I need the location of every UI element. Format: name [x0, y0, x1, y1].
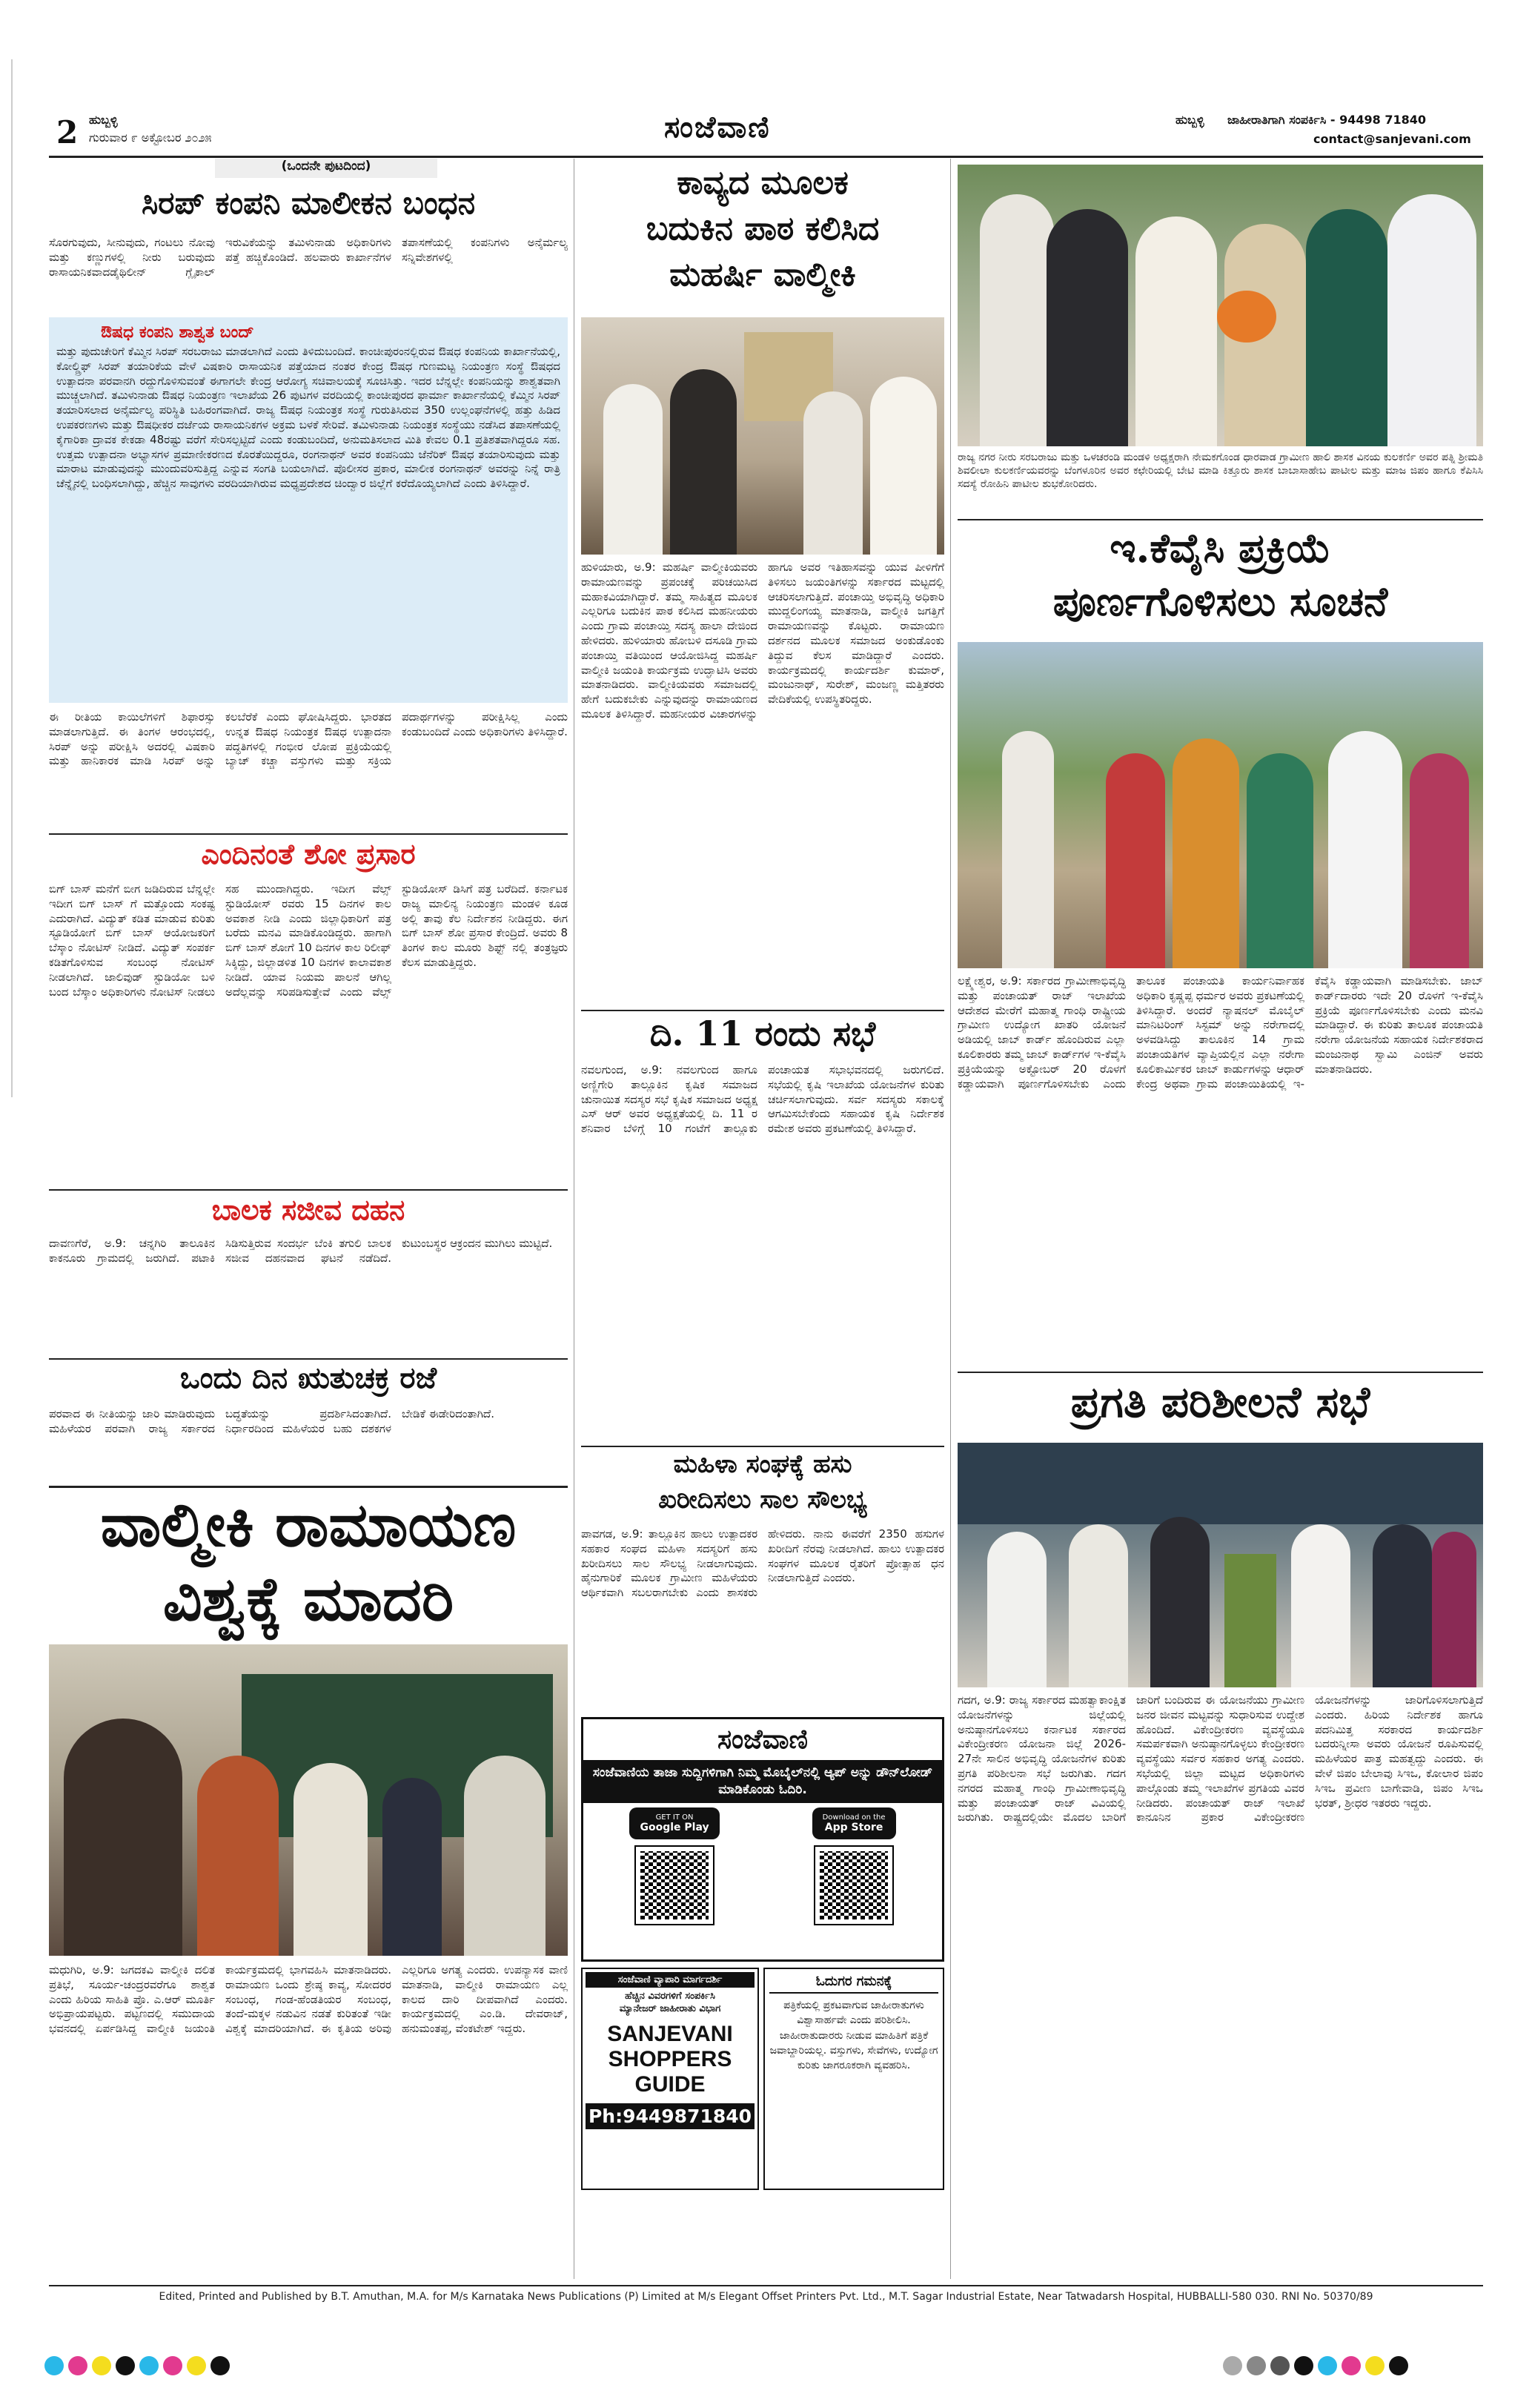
person-figure [1291, 1524, 1350, 1687]
kavya-headline-3: ಮಹರ್ಷಿ ವಾಲ್ಮೀಕಿ [669, 256, 856, 294]
kavya-photo [581, 317, 944, 555]
person-figure [464, 1756, 546, 1956]
guide-title-1: SANJEVANI [607, 2022, 733, 2046]
header-rule [49, 156, 1483, 158]
divider [49, 833, 568, 835]
guide-line1: ಸಂಜೆವಾಣಿ ವ್ಯಾಪಾರಿ ಮಾರ್ಗದರ್ಶಿ [586, 1972, 755, 1988]
meeting-body: ನವಲಗುಂದ, ಅ.9: ನವಲಗುಂದ ಹಾಗೂ ಅಣ್ಣಿಗೇರಿ ತಾಲ್ಲೂಕಿನ ಕೃಷಿಕ ಸಮಾಜದ ಚುನಾಯಿತ ಸದಸ್ಯರ ಸಭೆ ಕೃಷಿಕ ಸಮಾಜದ ಅಧ್ಯಕ್ಷ ಎಸ್ ಆರ್ ಅವರ ಅಧ್ಯಕ್ಷತೆಯಲ್ಲಿ ದಿ. 11 ರ ಶನಿವಾರ ಬೆಳಿಗ್ಗೆ 10 ಗಂಟೆಗೆ ತಾಲ್ಲೂಕು ಪಂಚಾಯತ ಸಭಾಭವನದಲ್ಲಿ ಜರುಗಲಿದೆ. ಸಭೆಯಲ್ಲಿ ಕೃಷಿ ಇಲಾಖೆಯ ಯೋಜನೆಗಳ ಕುರಿತು ಚರ್ಚಿಸಲಾಗುವುದು. ಸರ್ವ ಸದಸ್ಯರು ಸಕಾಲಕ್ಕೆ ಆಗಮಿಸಬೇಕೆಂದು ಸಹಾಯಕ ಕೃಷಿ ನಿರ್ದೇಶಕ ರಮೇಶ ಅವರು ಪ್ರಕಟಣೆಯಲ್ಲಿ ತಿಳಿಸಿದ್ದಾರೆ. [581, 1063, 944, 1136]
person-figure [294, 1763, 368, 1956]
person-figure [1002, 731, 1054, 968]
ekyc-body: ಲಕ್ಷ್ಮೇಶ್ವರ, ಅ.9: ಸರ್ಕಾರದ ಗ್ರಾಮೀಣಾಭಿವೃದ್ಧಿ ಮತ್ತು ಪಂಚಾಯತ್ ರಾಜ್ ಇಲಾಖೆಯ ಆದೇಶದ ಮೇರೆಗೆ ಮಹಾತ್ಮ ಗಾಂಧಿ ರಾಷ್ಟ್ರೀಯ ಗ್ರಾಮೀಣ ಉದ್ಯೋಗ ಖಾತರಿ ಯೋಜನೆ ಅಡಿಯಲ್ಲಿ ಜಾಬ್ ಕಾರ್ಡ್ ಹೊಂದಿರುವ ಎಲ್ಲಾ ಕೂಲಿಕಾರರು ತಮ್ಮ ಜಾಬ್ ಕಾರ್ಡ್‌ಗಳ ಇ-ಕೆವೈಸಿ ಪ್ರಕ್ರಿಯೆಯನ್ನು ಅಕ್ಟೋಬರ್ 20 ರೊಳಗೆ ಕಡ್ಡಾಯವಾಗಿ ಪೂರ್ಣಗೊಳಿಸಬೇಕು ಎಂದು ತಾಲೂಕ ಪಂಚಾಯತಿ ಕಾರ್ಯನಿರ್ವಾಹಕ ಅಧಿಕಾರಿ ಕೃಷ್ಣಪ್ಪ ಧರ್ಮರ ಅವರು ಪ್ರಕಟಣೆಯಲ್ಲಿ ತಿಳಿಸಿದ್ದಾರೆ. ಅಂದರೆ ನ್ಯಾಷನಲ್ ಮೊಬೈಲ್ ಮಾನಿಟರಿಂಗ್ ಸಿಸ್ಟಮ್ ಅನ್ನು ನರೇಗಾದಲ್ಲಿ ಅಳವಡಿಸಿದ್ದು ತಾಲೂಕಿನ 14 ಗ್ರಾಮ ಪಂಚಾಯತಿಗಳ ವ್ಯಾಪ್ತಿಯಲ್ಲಿನ ಎಲ್ಲಾ ನರೇಗಾ ಕೂಲಿಕಾರ್ಮಿಕರ ಜಾಬ್ ಕಾರ್ಡುಗಳನ್ನು ಆಧಾರ್ ಕೇಂದ್ರ ಅಥವಾ ಗ್ರಾಮ ಪಂಚಾಯಿತಿಯಲ್ಲಿ ಇ-ಕೆವೈಸಿ ಕಡ್ಡಾಯವಾಗಿ ಮಾಡಿಸಬೇಕು. ಜಾಬ್ ಕಾರ್ಡ್‌ದಾರರು ಇದೇ 20 ರೊಳಗೆ ಇ-ಕೆವೈಸಿ ಪ್ರಕ್ರಿಯೆ ಪೂರ್ಣಗೊಳಿಸಬೇಕು ಎಂದು ಮನವಿ ಮಾಡಿದ್ದಾರೆ. ಈ ಕುರಿತು ತಾಲೂಕ ಪಂಚಾಯತಿ ನರೇಗಾ ಯೋಜನೆಯ ಸಹಾಯಕ ನಿರ್ದೇಶಕರಾದ ಮಂಜುನಾಥ ಸ್ವಾಮಿ ಎಂಜಿನ್ ಅವರು ಮಾತನಾಡಿದರು. [958, 974, 1483, 1091]
person-figure [1328, 731, 1402, 968]
app-ad [581, 1717, 944, 1962]
holiday-body: ಪರವಾದ ಈ ನೀತಿಯನ್ನು ಜಾರಿ ಮಾಡಿರುವುದು ಮಹಿಳೆಯರ ಪರವಾಗಿ ರಾಜ್ಯ ಸರ್ಕಾರದ ಬದ್ಧತೆಯನ್ನು ಪ್ರದರ್ಶಿಸಿದಂತಾಗಿದೆ. ನಿರ್ಧಾರದಿಂದ ಮಹಿಳೆಯರ ಬಹು ದಶಕಗಳ ಬೇಡಿಕೆ ಈಡೇರಿದಂತಾಗಿದೆ. [49, 1407, 494, 1435]
person-figure [1135, 216, 1217, 446]
person-figure [197, 1756, 279, 1956]
ekyc-headline-1: ಇ.ಕೆವೈಸಿ ಪ್ರಕ್ರಿಯೆ [1110, 524, 1331, 572]
header-date: ಗುರುವಾರ ೯ ಅಕ್ಟೋಬರ ೨೦೨೫ [89, 130, 212, 145]
ramayana-headline-1: ವಾಲ್ಮೀಕಿ ರಾಮಾಯಣ [100, 1489, 517, 1561]
masthead-logo: ಸಂಜೆವಾಣಿ [664, 110, 771, 145]
divider [49, 1189, 568, 1191]
kavya-headline-1: ಕಾವ್ಯದ ಮೂಲಕ [677, 164, 849, 202]
reader-notice-ad [763, 1968, 944, 2190]
reader-notice-title: ಓದುಗರ ಗಮನಕ್ಕೆ [769, 1974, 938, 1994]
ramayana-photo [49, 1644, 568, 1956]
header-email: contact@sanjevani.com [1313, 132, 1471, 146]
syrup-headline: ಸಿರಪ್ ಕಂಪನಿ ಮಾಲೀಕನ ಬಂಧನ [141, 185, 476, 221]
person-figure [987, 1532, 1047, 1687]
ramayana-headline-2: ವಿಶ್ವಕ್ಕೆ ಮಾದರಿ [162, 1564, 454, 1635]
person-figure [1410, 753, 1469, 968]
app-store-qr [815, 1847, 892, 1924]
divider [958, 519, 1483, 520]
header-ad-contact: ಜಾಹೀರಾತಿಗಾಗಿ ಸಂಪರ್ಕಿಸಿ - 94498 71840 [1227, 113, 1427, 127]
kavya-body: ಹುಳಿಯಾರು, ಅ.9: ಮಹರ್ಷಿ ವಾಲ್ಮೀಕಿಯವರು ರಾಮಾಯಣವನ್ನು ಪ್ರಪಂಚಕ್ಕೆ ಪರಿಚಯಿಸಿದ ಮಹಾಕವಿಯಾಗಿದ್ದಾರೆ. ತಮ್ಮ ಸಾಹಿತ್ಯದ ಮೂಲಕ ಎಲ್ಲರಿಗೂ ಬದುಕಿನ ಪಾಠ ಕಲಿಸಿದ ಮಹನೀಯರು ಎಂದು ಗ್ರಾಮ ಪಂಚಾಯ್ತಿ ಸದಸ್ಯ ಹಾಲಾ ದೇಜಿಂದ ಹೇಳಿದರು. ಹುಳಿಯಾರು ಹೋಬಳಿ ದಸೂಡಿ ಗ್ರಾಮ ಪಂಚಾಯ್ತಿ ವತಿಯಿಂದ ಆಯೋಜಿಸಿದ್ದ ಮಹರ್ಷಿ ವಾಲ್ಮೀಕಿ ಜಯಂತಿ ಕಾರ್ಯಕ್ರಮ ಉದ್ಘಾಟಿಸಿ ಅವರು ಮಾತನಾಡಿದರು. ವಾಲ್ಮೀಕಿಯವರು ಸಮಾಜದಲ್ಲಿ ಹೇಗೆ ಬದುಕಬೇಕು ಎನ್ನುವುದನ್ನು ರಾಮಾಯಣದ ಮೂಲಕ ತಿಳಿಸಿದ್ದಾರೆ. ಮಹನೀಯರ ವಿಚಾರಗಳನ್ನು ಹಾಗೂ ಅವರ ಇತಿಹಾಸವನ್ನು ಯುವ ಪೀಳಿಗೆಗೆ ತಿಳಿಸಲು ಜಯಂತಿಗಳನ್ನು ಸರ್ಕಾರದ ಮಟ್ಟದಲ್ಲಿ ಆಚರಿಸಲಾಗುತ್ತಿದೆ. ಪಂಚಾಯ್ತಿ ಅಭಿವೃದ್ಧಿ ಅಧಿಕಾರಿ ಮುದ್ದಲಿಂಗಯ್ಯ ಮಾತನಾಡಿ, ವಾಲ್ಮೀಕಿ ಜಗತ್ತಿಗೆ ರಾಮಾಯಣವನ್ನು ಕೊಟ್ಟರು. ರಾಮಾಯಣ ದರ್ಶನದ ಮೂಲಕ ಸಮಾಜದ ಅಂಕುಡೊಂಕು ತಿದ್ದುವ ಕೆಲಸ ಮಾಡಿದ್ದಾರೆ ಎಂದರು. ಕಾರ್ಯಕ್ರಮದಲ್ಲಿ ಕಾರ್ಯದರ್ಶಿ ಕುಮಾರ್, ಮಂಜುನಾಥ್, ಸುರೇಶ್, ಮಂಜಣ್ಣ ಮತ್ತಿತರರು ವೇದಿಕೆಯಲ್ಲಿ ಉಪಸ್ಥಿತರಿದ್ದರು. [581, 560, 944, 721]
felicitation-caption: ರಾಜ್ಯ ನಗರ ನೀರು ಸರಬರಾಜು ಮತ್ತು ಒಳಚರಂಡಿ ಮಂಡಳಿ ಅಧ್ಯಕ್ಷರಾಗಿ ನೇಮಕಗೊಂಡ ಧಾರವಾಡ ಗ್ರಾಮೀಣ ಹಾಲಿ ಶಾಸಕ ವಿನಯ ಕುಲಕರ್ಣಿ ಅವರ ಪತ್ನಿ ಶ್ರೀಮತಿ ಶಿವಲೀಲಾ ಕುಲಕರ್ಣಿಯವರನ್ನು ಬೆಂಗಳೂರಿನ ಅವರ ಕಛೇರಿಯಲ್ಲಿ ಬೇಟಿ ಮಾಡಿ ಕಿತ್ತೂರು ಶಾಸಕ ಬಾಬಾಸಾಹೇಬ ಪಾಟೀಲ ಮತ್ತು ಮಾಜ ಜಿಪಂ ಹಾಗೂ ಕೆಪಿಸಿಸಿ ಸದಸ್ಯೆ ರೋಹಿನಿ ಪಾಟೀಲ ಶುಭಕೋರಿದರು. [958, 452, 1483, 491]
page-header [49, 111, 1483, 156]
app-ad-text: ಸಂಜೆವಾಣಿಯ ತಾಜಾ ಸುದ್ದಿಗಳಿಗಾಗಿ ನಿಮ್ಮ ಮೊಬೈಲ್‌ನಲ್ಲಿ ಆ್ಯಪ್ ಅನ್ನು ಡೌನ್‌ಲೋಡ್ ಮಾಡಿಕೊಂಡು ಓದಿರಿ. [583, 1760, 942, 1803]
guide-line3: ಮ್ಯಾನೇಜರ್ ಜಾಹೀರಾತು ವಿಭಾಗ [619, 2003, 721, 2014]
guide-line2: ಹೆಚ್ಚಿನ ವಿವರಗಳಿಗೆ ಸಂಪರ್ಕಿಸಿ [625, 1991, 715, 2002]
registration-mark-left [11, 59, 24, 1097]
syrup-box-body: ಮತ್ತು ಪುದುಚೇರಿಗೆ ಕೆಮ್ಮಿನ ಸಿರಪ್ ಸರಬರಾಜು ಮಾಡಲಾಗಿದೆ ಎಂದು ತಿಳಿದುಬಂದಿದೆ. ಕಾಂಚೀಪುರಂನಲ್ಲಿರುವ ಔಷಧ ಕಂಪನಿಯ ಕಾರ್ಖಾನೆಯಲ್ಲಿ, ಕೋಲ್ಡ್ರಿಫ್ ಸಿರಪ್ ತಯಾರಿಕೆಯ ವೇಳೆ ವಿಷಕಾರಿ ರಾಸಾಯನಿಕ ಪತ್ತೆಯಾದ ನಂತರ ಕೇಂದ್ರ ಔಷಧ ಗುಣಮಟ್ಟ ನಿಯಂತ್ರಣ ಸಂಸ್ಥೆ ಔಷಧದ ಉತ್ಪಾದನಾ ಪರವಾನಗಿ ರದ್ದುಗೊಳಿಸುವಂತೆ ಈಗಾಗಲೇ ಕೇಂದ್ರ ಆರೋಗ್ಯ ಸಚಿವಾಲಯಕ್ಕೆ ಸೂಚಿಸಿತ್ತು. ಇದರ ಬೆನ್ನಲ್ಲೇ ಕಂಪನಿಯನ್ನು ಶಾಶ್ವತವಾಗಿ ಮುಚ್ಚಲಾಗಿದೆ. ತಮಿಳುನಾಡು ಔಷಧ ನಿಯಂತ್ರಣ ಇಲಾಖೆಯ 26 ಪುಟಗಳ ವರದಿಯಲ್ಲಿ ಕಾಂಚೀಪುರದ ಫಾರ್ಮಾ ಕಾರ್ಖಾನೆಯಲ್ಲಿ ಕೆಮ್ಮಿನ ಸಿರಪ್ ತಯಾರಿಸಲಾದ ಅನೈರ್ಮಲ್ಯ ಪರಿಸ್ಥಿತಿ ಬಹಿರಂಗವಾಗಿದೆ. ರಾಜ್ಯ ಔಷಧ ನಿಯಂತ್ರಕ ಸಂಸ್ಥೆ ಗುರುತಿಸಿರುವ 350 ಉಲ್ಲಂಘನೆಗಳಲ್ಲಿ ಹತ್ತು ಹಿಡಿದ ಉಪಕರಣಗಳು ಮತ್ತು ಔಷಧೀಕರ ದರ್ಜೆಯ ರಾಸಾಯನಿಕಗಳ ಅಕ್ರಮ ಬಳಕೆ ಸೇರಿವೆ. ತಮಿಳುನಾಡು ನಿಯಂತ್ರಕ ಸಂಸ್ಥೆಯು ನಡೆಸಿದ ತಪಾಸಣೆಯಲ್ಲಿ ಕೈಗಾರಿಕಾ ದ್ರಾವಕ ಕೇಕಡಾ 48ರಷ್ಟು ವರೆಗೆ ಸೇರಿಸಲ್ಪಟ್ಟಿದೆ ಎಂದು ಕಂಡುಬಂದಿದೆ, ಅನುಮತಿಸಲಾದ ಮಿತಿ ಕೇವಲ 0.1 ಪ್ರತಿಶತವಾಗಿದ್ದರೂ ಸಹ. ಉತ್ತಮ ಉತ್ಪಾದನಾ ಅಭ್ಯಾಸಗಳ ಪ್ರಮಾಣೀಕರಣದ ಕೊರತೆಯಿದ್ದರೂ, ರಂಗನಾಥನ್ ಅವರ ಕಂಪನಿಯು ಜೆನೆರಿಕ್ ಔಷಧ ತಯಾರಿಸುವುದು ಮತ್ತು ಮಾರಾಟ ಮಾಡುವುದನ್ನು ಮುಂದುವರಿಸುತ್ತಿದ್ದ ಎನ್ನುವ ಸಂಗತಿ ಬಯಲಾಗಿದೆ. ಪೊಲೀಸರ ಪ್ರಕಾರ, ಮಾಲೀಕ ರಂಗನಾಥನ್ ಅವರನ್ನು ನಿನ್ನೆ ರಾತ್ರಿ ಚೆನ್ನೈನಲ್ಲಿ ಬಂಧಿಸಲಾಗಿದ್ದು, ಹೆಚ್ಚಿನ ಸಾವುಗಳು ವರದಿಯಾಗಿರುವ ಮಧ್ಯಪ್ರದೇಶದ ಚಿಂದ್ವಾರ ಜಿಲ್ಲೆಗೆ ಕರೆದೊಯ್ಯಲಾಗಿದೆ ಎಂದು ತಿಳಿಸಿದ್ದಾರೆ. [56, 345, 560, 491]
guide-title-3: GUIDE [634, 2072, 706, 2097]
person-figure [64, 1719, 182, 1956]
person-figure [1047, 209, 1128, 446]
person-figure [1150, 1517, 1210, 1687]
stage-backdrop [958, 1443, 1483, 1524]
divider [49, 1358, 568, 1360]
footer-imprint: Edited, Printed and Published by B.T. Amuthan, M.A. for M/s Karnataka News Publications (P) Limited at M/s Elegant Offset Printers Pvt. Ltd., M.T. Sagar Industrial Estate, Near Tatwadarsh Hospital, HUBBALLI-580 030. RNI No. 50370/89 [159, 2291, 1373, 2303]
guide-title-2: SHOPPERS [608, 2047, 732, 2071]
divider [49, 1486, 568, 1488]
top-margin [0, 0, 1532, 30]
loan-body: ಪಾವಗಡ, ಅ.9: ತಾಲ್ಲೂಕಿನ ಹಾಲು ಉತ್ಪಾದಕರ ಸಹಕಾರ ಸಂಘದ ಮಹಿಳಾ ಸದಸ್ಯರಿಗೆ ಹಸು ಖರೀದಿಸಲು ಸಾಲ ಸೌಲಭ್ಯ ನೀಡಲಾಗುವುದು. ಹೈನುಗಾರಿಕೆ ಮೂಲಕ ಗ್ರಾಮೀಣ ಮಹಿಳೆಯರು ಆರ್ಥಿಕವಾಗಿ ಸಬಲರಾಗಬೇಕು ಎಂದು ಶಾಸಕರು ಹೇಳಿದರು. ನಾನು ಈವರೆಗೆ 2350 ಹಸುಗಳ ಖರೀದಿಗೆ ನೆರವು ನೀಡಲಾಗಿದೆ. ಹಾಲು ಉತ್ಪಾದಕರ ಸಂಘಗಳ ಮೂಲಕ ರೈತರಿಗೆ ಪ್ರೋತ್ಸಾಹ ಧನ ನೀಡಲಾಗುತ್ತಿದೆ ಎಂದರು. [581, 1527, 944, 1600]
person-figure [803, 391, 863, 555]
kids-body: ದಾವಣಗೆರೆ, ಅ.9: ಚನ್ನಗಿರಿ ತಾಲೂಕಿನ ಕಾಕನೂರು ಗ್ರಾಮದಲ್ಲಿ ಜರುಗಿದೆ. ಪಟಾಕಿ ಸಿಡಿಸುತ್ತಿರುವ ಸಂದರ್ಭ ಬೆಂಕಿ ತಗುಲಿ ಬಾಲಕ ಸಜೀವ ದಹನವಾದ ಘಟನೆ ನಡೆದಿದೆ. ಕುಟುಂಬಸ್ಥರ ಆಕ್ರಂದನ ಮುಗಿಲು ಮುಟ್ಟಿದೆ. [49, 1237, 553, 1265]
plant-lamp [1224, 1554, 1276, 1687]
syrup-box [49, 317, 568, 703]
person-figure [1106, 753, 1165, 968]
person-figure [1247, 753, 1313, 968]
holiday-headline: ಒಂದು ದಿನ ಋತುಚಕ್ರ ರಜೆ [179, 1360, 437, 1395]
show-body: ಬಿಗ್ ಬಾಸ್ ಮನೆಗೆ ಬೀಗ ಜಡಿದಿರುವ ಬೆನ್ನಲ್ಲೇ ಇದೀಗ ಬಿಗ್ ಬಾಸ್ ಗೆ ಮತ್ತೊಂದು ಸಂಕಷ್ಟ ಎದುರಾಗಿದೆ. ವಿದ್ಯುತ್ ಕಡಿತ ಮಾಡುವ ಕುರಿತು ಸ್ಟೂಡಿಯೋಗೆ ಬಿಗ್ ಬಾಸ್ ಆಯೋಜಕರಿಗೆ ಬೆಸ್ಕಾಂ ನೋಟಿಸ್ ನೀಡಿದೆ. ವಿದ್ಯುತ್ ಸಂಪರ್ಕ ಕಡಿತಗೊಳಿಸುವ ಸಂಬಂಧ ನೋಟಿಸ್ ನೀಡಲಾಗಿದೆ. ಜಾಲಿವುಡ್ ಸ್ಟುಡಿಯೋ ಬಳಿ ಬಂದ ಬೆಸ್ಕಾಂ ಅಧಿಕಾರಿಗಳು ನೋಟಿಸ್ ನೀಡಲು ಸಹ ಮುಂದಾಗಿದ್ದರು. ಇದೀಗ ವೆಲ್ಸ್ ಸ್ಟುಡಿಯೋಸ್ ರವರು 15 ದಿನಗಳ ಕಾಲ ಅವಕಾಶ ನೀಡಿ ಎಂದು ಜಿಲ್ಲಾಧಿಕಾರಿಗೆ ಪತ್ರ ಬರೆದು ಮನವಿ ಮಾಡಿಕೊಂಡಿದ್ದರು. ಹಾಗಾಗಿ ಬಿಗ್ ಬಾಸ್ ಶೋಗೆ 10 ದಿನಗಳ ಕಾಲ ರಿಲೀಫ್ ಸಿಕ್ಕಿದ್ದು, ಜಿಲ್ಲಾಡಳಿತ 10 ದಿನಗಳ ಕಾಲಾವಕಾಶ ನೀಡಿದೆ. ಯಾವ ನಿಯಮ ಪಾಲನೆ ಆಗಿಲ್ಲ ಅದೆಲ್ಲವನ್ನು ಸರಿಪಡಿಸುತ್ತೇವೆ ಎಂದು ವೆಲ್ಸ್ ಸ್ಟುಡಿಯೋಸ್ ಡಿಸಿಗೆ ಪತ್ರ ಬರೆದಿದೆ. ಕರ್ನಾಟಕ ರಾಜ್ಯ ಮಾಲಿನ್ಯ ನಿಯಂತ್ರಣ ಮಂಡಳಿ ಕೂಡ ಅಲ್ಲಿ ತಾವು ಕೆಲ ನಿರ್ದೇಶನ ನೀಡಿದ್ದರು. ಈಗ ಬಿಗ್ ಬಾಸ್ ಶೋ ಪ್ರಸಾರ ಕೇಂದ್ರಿದೆ. ಅವರು 8 ತಿಂಗಳ ಕಾಲ ಮೂರು ಶಿಫ್ಟ್ ನಲ್ಲಿ ತಂತ್ರಜ್ಞರು ಕೆಲಸ ಮಾಡುತ್ತಿದ್ದರು. [49, 882, 568, 999]
app-store-button[interactable]: Download on the App Store [812, 1807, 896, 1839]
ekyc-headline-2: ಪೂರ್ಣಗೊಳಿಸಲು ಸೂಚನೆ [1052, 578, 1388, 625]
google-play-qr [636, 1847, 713, 1924]
person-figure [1306, 209, 1387, 446]
syrup-body: ಸೊರಗುವುದು, ಸೀನುವುದು, ಗಂಟಲು ನೋವು ಮತ್ತು ಕಣ್ಣುಗಳಲ್ಲಿ ನೀರು ಬರುವುದು ರಾಸಾಯನಿಕವಾದಡೈಥಿಲೀನ್ ಗ್ಲೈಕಾಲ್ ಇರುವಿಕೆಯನ್ನು ತಮಿಳುನಾಡು ಅಧಿಕಾರಿಗಳು ಪತ್ತೆ ಹಚ್ಚಿಕೊಂಡಿದೆ. ಹಲವಾರು ಕಾರ್ಖಾನೆಗಳ ತಪಾಸಣೆಯಲ್ಲಿ ಕಂಪನಿಗಳು ಅನೈರ್ಮಲ್ಯ ಸನ್ನಿವೇಶಗಳಲ್ಲಿ [49, 236, 568, 279]
review-headline: ಪ್ರಗತಿ ಪರಿಶೀಲನೆ ಸಭೆ [1070, 1377, 1370, 1427]
person-figure [1432, 1532, 1476, 1687]
kavya-headline-2: ಬದುಕಿನ ಪಾಠ ಕಲಿಸಿದ [646, 210, 880, 248]
footer-rule [49, 2285, 1483, 2286]
person-figure [1373, 1524, 1432, 1687]
reader-notice-body: ಪತ್ರಿಕೆಯಲ್ಲಿ ಪ್ರಕಟವಾಗುವ ಜಾಹೀರಾತುಗಳು ವಿಶ್ವಾಸಾರ್ಹವೇ ಎಂದು ಪರಿಶೀಲಿಸಿ. ಜಾಹೀರಾತುದಾರರು ನೀಡುವ ಮಾಹಿತಿಗೆ ಪತ್ರಿಕೆ ಜವಾಬ್ದಾರಿಯಲ್ಲ. ವಸ್ತುಗಳು, ಸೇವೆಗಳು, ಉದ್ಯೋಗ ಕುರಿತು ಜಾಗರೂಕರಾಗಿ ವ್ಯವಹರಿಸಿ. [769, 2000, 938, 2072]
flower-bouquet [1217, 291, 1276, 343]
color-registration-right [1223, 2356, 1490, 2378]
header-city-right: ಹುಬ್ಬಳ್ಳಿ [1175, 113, 1204, 127]
ekyc-photo [958, 642, 1483, 968]
guide-phone: Ph:9449871840 [586, 2103, 755, 2129]
divider [581, 1010, 944, 1011]
divider [958, 1372, 1483, 1373]
kids-headline: ಬಾಲಕ ಸಜೀವ ದಹನ [211, 1194, 405, 1226]
person-figure [670, 369, 737, 555]
meeting-headline: ದಿ. 11 ರಂದು ಸಭೆ [649, 1013, 876, 1054]
color-registration-left [44, 2356, 341, 2378]
syrup-after: ಈ ರೀತಿಯ ಕಾಯಿಲೆಗಳಿಗೆ ಶಿಫಾರಸ್ಸು ಮಾಡಲಾಗುತ್ತಿದೆ. ಈ ತಿಂಗಳ ಆರಂಭದಲ್ಲಿ, ಸಿರಪ್ ಅನ್ನು ಪರೀಕ್ಷಿಸಿ ಅದರಲ್ಲಿ ವಿಷಕಾರಿ ಮತ್ತು ಹಾನಿಕಾರಕ ಮಾಡಿ ಸಿರಪ್ ಅನ್ನು ಕಲಬೆರೆಕೆ ಎಂದು ಘೋಷಿಸಿದ್ದರು. ಭಾರತದ ಉನ್ನತ ಔಷಧ ನಿಯಂತ್ರಕ ಔಷಧ ಉತ್ಪಾದನಾ ಪದ್ಧತಿಗಳಲ್ಲಿ ಗಂಭೀರ ಲೋಪ ಪ್ರಕ್ರಿಯೆಯಲ್ಲಿ ಬ್ಯಾಚ್ ಕಚ್ಚಾ ವಸ್ತುಗಳು ಮತ್ತು ಸಕ್ರಿಯ ಪದಾರ್ಥಗಳನ್ನು ಪರೀಕ್ಷಿಸಿಲ್ಲ ಎಂದು ಕಂಡುಬಂದಿದೆ ಎಂದು ಅಧಿಕಾರಿಗಳು ತಿಳಿಸಿದ್ದಾರೆ. [49, 710, 568, 768]
loan-headline-2: ಖರೀದಿಸಲು ಸಾಲ ಸೌಲಭ್ಯ [658, 1485, 867, 1515]
syrup-box-title: ಔಷಧ ಕಂಪನಿ ಶಾಶ್ವತ ಬಂದ್ [101, 323, 254, 342]
page-number: 2 [56, 114, 79, 150]
person-figure [980, 194, 1054, 446]
google-play-button[interactable]: GET IT ON Google Play [629, 1807, 719, 1839]
person-figure [870, 377, 937, 555]
person-figure [1387, 194, 1476, 446]
person-figure [1173, 738, 1239, 968]
syrup-continued-label: (ಒಂದನೇ ಪುಟದಿಂದ) [215, 159, 437, 178]
show-headline: ಎಂದಿನಂತೆ ಶೋ ಪ್ರಸಾರ [201, 838, 416, 870]
person-figure [382, 1778, 442, 1956]
column-divider [950, 159, 951, 2279]
app-ad-brand: ಸಂಜೆವಾಣಿ [717, 1724, 808, 1755]
divider [581, 1446, 944, 1447]
shoppers-guide-ad [581, 1968, 759, 2190]
loan-headline-1: ಮಹಿಳಾ ಸಂಘಕ್ಕೆ ಹಸು [673, 1449, 852, 1479]
review-body: ಗದಗ, ಅ.9: ರಾಜ್ಯ ಸರ್ಕಾರದ ಮಹತ್ವಾಕಾಂಕ್ಷಿತ ಯೋಜನೆಗಳನ್ನು ಜಿಲ್ಲೆಯಲ್ಲಿ ಅನುಷ್ಠಾನಗೊಳಿಸಲು ಕರ್ನಾಟಕ ಸರ್ಕಾರದ ವಿಕೇಂದ್ರೀಕರಣ ಯೋಜನಾ ಜಿಲ್ಲೆ 2026-27ನೇ ಸಾಲಿನ ಅಭಿವೃದ್ಧಿ ಯೋಜನೆಗಳ ಕುರಿತು ಪ್ರಗತಿ ಪರಿಶೀಲನಾ ಸಭೆ ಜರುಗಿತು. ಗದಗ ನಗರದ ಮಹಾತ್ಮ ಗಾಂಧಿ ಗ್ರಾಮೀಣಾಭಿವೃದ್ಧಿ ಮತ್ತು ಪಂಚಾಯತ್ ರಾಜ್ ವಿವಿಯಲ್ಲಿ ಜರುಗಿತು. ರಾಷ್ಟ್ರದಲ್ಲಿಯೇ ಮೊದಲ ಬಾರಿಗೆ ಜಾರಿಗೆ ಬಂದಿರುವ ಈ ಯೋಜನೆಯು ಗ್ರಾಮೀಣ ಜನರ ಜೀವನ ಮಟ್ಟವನ್ನು ಸುಧಾರಿಸುವ ಉದ್ದೇಶ ಹೊಂದಿದೆ. ವಿಕೇಂದ್ರೀಕರಣ ವ್ಯವಸ್ಥೆಯೂ ಸಮರ್ಪಕವಾಗಿ ಅನುಷ್ಠಾನಗೊಳ್ಳಲು ಕೇಂದ್ರೀಕರಣ ವ್ಯವಸ್ಥೆಯು ಸರ್ವರ ಸಹಕಾರ ಅಗತ್ಯ ಎಂದರು. ಸಭೆಯಲ್ಲಿ ಜಿಲ್ಲಾ ಮಟ್ಟದ ಅಧಿಕಾರಿಗಳು ಪಾಲ್ಗೊಂಡು ತಮ್ಮ ಇಲಾಖೆಗಳ ಪ್ರಗತಿಯ ವಿವರ ನೀಡಿದರು. ಪಂಚಾಯತ್ ರಾಜ್ ಇಲಾಖೆ ಕಾನೂನಿನ ಪ್ರಕಾರ ವಿಕೇಂದ್ರೀಕರಣ ಯೋಜನೆಗಳನ್ನು ಜಾರಿಗೊಳಿಸಲಾಗುತ್ತಿದೆ ಎಂದರು. ಹಿರಿಯ ನಿರ್ದೇಶಕ ಹಾಗೂ ಪದನಿಮಿತ್ತ ಸರಕಾರದ ಕಾರ್ಯದರ್ಶಿ ಬದರುನ್ನೀಸಾ ಅವರು ಯೋಜನೆ ರೂಪಿಸುವಲ್ಲಿ ಮಹಿಳೆಯರ ಪಾತ್ರ ಮಹತ್ವದ್ದು ಎಂದರು. ಈ ವೇಳೆ ಜಿಪಂ ಬೇಲಾವು ಸಿಇಒ, ಕೋಲಾರ ಜಿಪಂ ಸಿಇಒ ಪ್ರವೀಣ ಬಾಗೇವಾಡಿ, ಜಿಪಂ ಸಿಇಒ ಭರತ್, ಶ್ರೀಧರ ಇತರರು ಇದ್ದರು. [958, 1693, 1483, 1825]
header-city: ಹುಬ್ಬಳ್ಳಿ [89, 113, 118, 127]
review-photo [958, 1443, 1483, 1687]
felicitation-photo [958, 165, 1483, 446]
person-figure [603, 384, 663, 555]
ramayana-body: ಮಧುಗಿರಿ, ಅ.9: ಜಗದಕವಿ ವಾಲ್ಮೀಕಿ ದಲಿತ ಪ್ರತಿಭೆ, ಸೂರ್ಯ-ಚಂದ್ರರವರೆಗೂ ಶಾಶ್ವತ ಎಂದು ಹಿರಿಯ ಸಾಹಿತಿ ಪ್ರೊ. ಎ.ಆರ್ ಮೂರ್ತಿ ಅಭಿಪ್ರಾಯಪಟ್ಟರು. ಪಟ್ಟಣದಲ್ಲಿ ಸಮುದಾಯ ಭವನದಲ್ಲಿ ಏರ್ಪಡಿಸಿದ್ದ ವಾಲ್ಮೀಕಿ ಜಯಂತಿ ಕಾರ್ಯಕ್ರಮದಲ್ಲಿ ಭಾಗವಹಿಸಿ ಮಾತನಾಡಿದರು. ರಾಮಾಯಣ ಒಂದು ಶ್ರೇಷ್ಠ ಕಾವ್ಯ, ಸೋದರರ ಸಂಬಂಧ, ಗಂಡ-ಹೆಂಡತಿಯರ ಸಂಬಂಧ, ತಂದೆ-ಮಕ್ಕಳ ನಡುವಿನ ನಡತೆ ಕುರಿತಂತೆ ಇಡೀ ವಿಶ್ವಕ್ಕೆ ಮಾದರಿಯಾಗಿದೆ. ಈ ಕೃತಿಯ ಅರಿವು ಎಲ್ಲರಿಗೂ ಅಗತ್ಯ ಎಂದರು. ಉಪನ್ಯಾಸಕ ವಾಣಿ ಮಾತನಾಡಿ, ವಾಲ್ಮೀಕಿ ರಾಮಾಯಣ ಎಲ್ಲ ಕಾಲದ ದಾರಿ ದೀಪವಾಗಿದೆ ಎಂದರು. ಕಾರ್ಯಕ್ರಮದಲ್ಲಿ ಎಂ.ಡಿ. ದೇವರಾಜ್, ಹನುಮಂತಪ್ಪ, ವೆಂಕಟೇಶ್ ಇದ್ದರು. [49, 1963, 568, 2036]
person-figure [1069, 1524, 1128, 1687]
